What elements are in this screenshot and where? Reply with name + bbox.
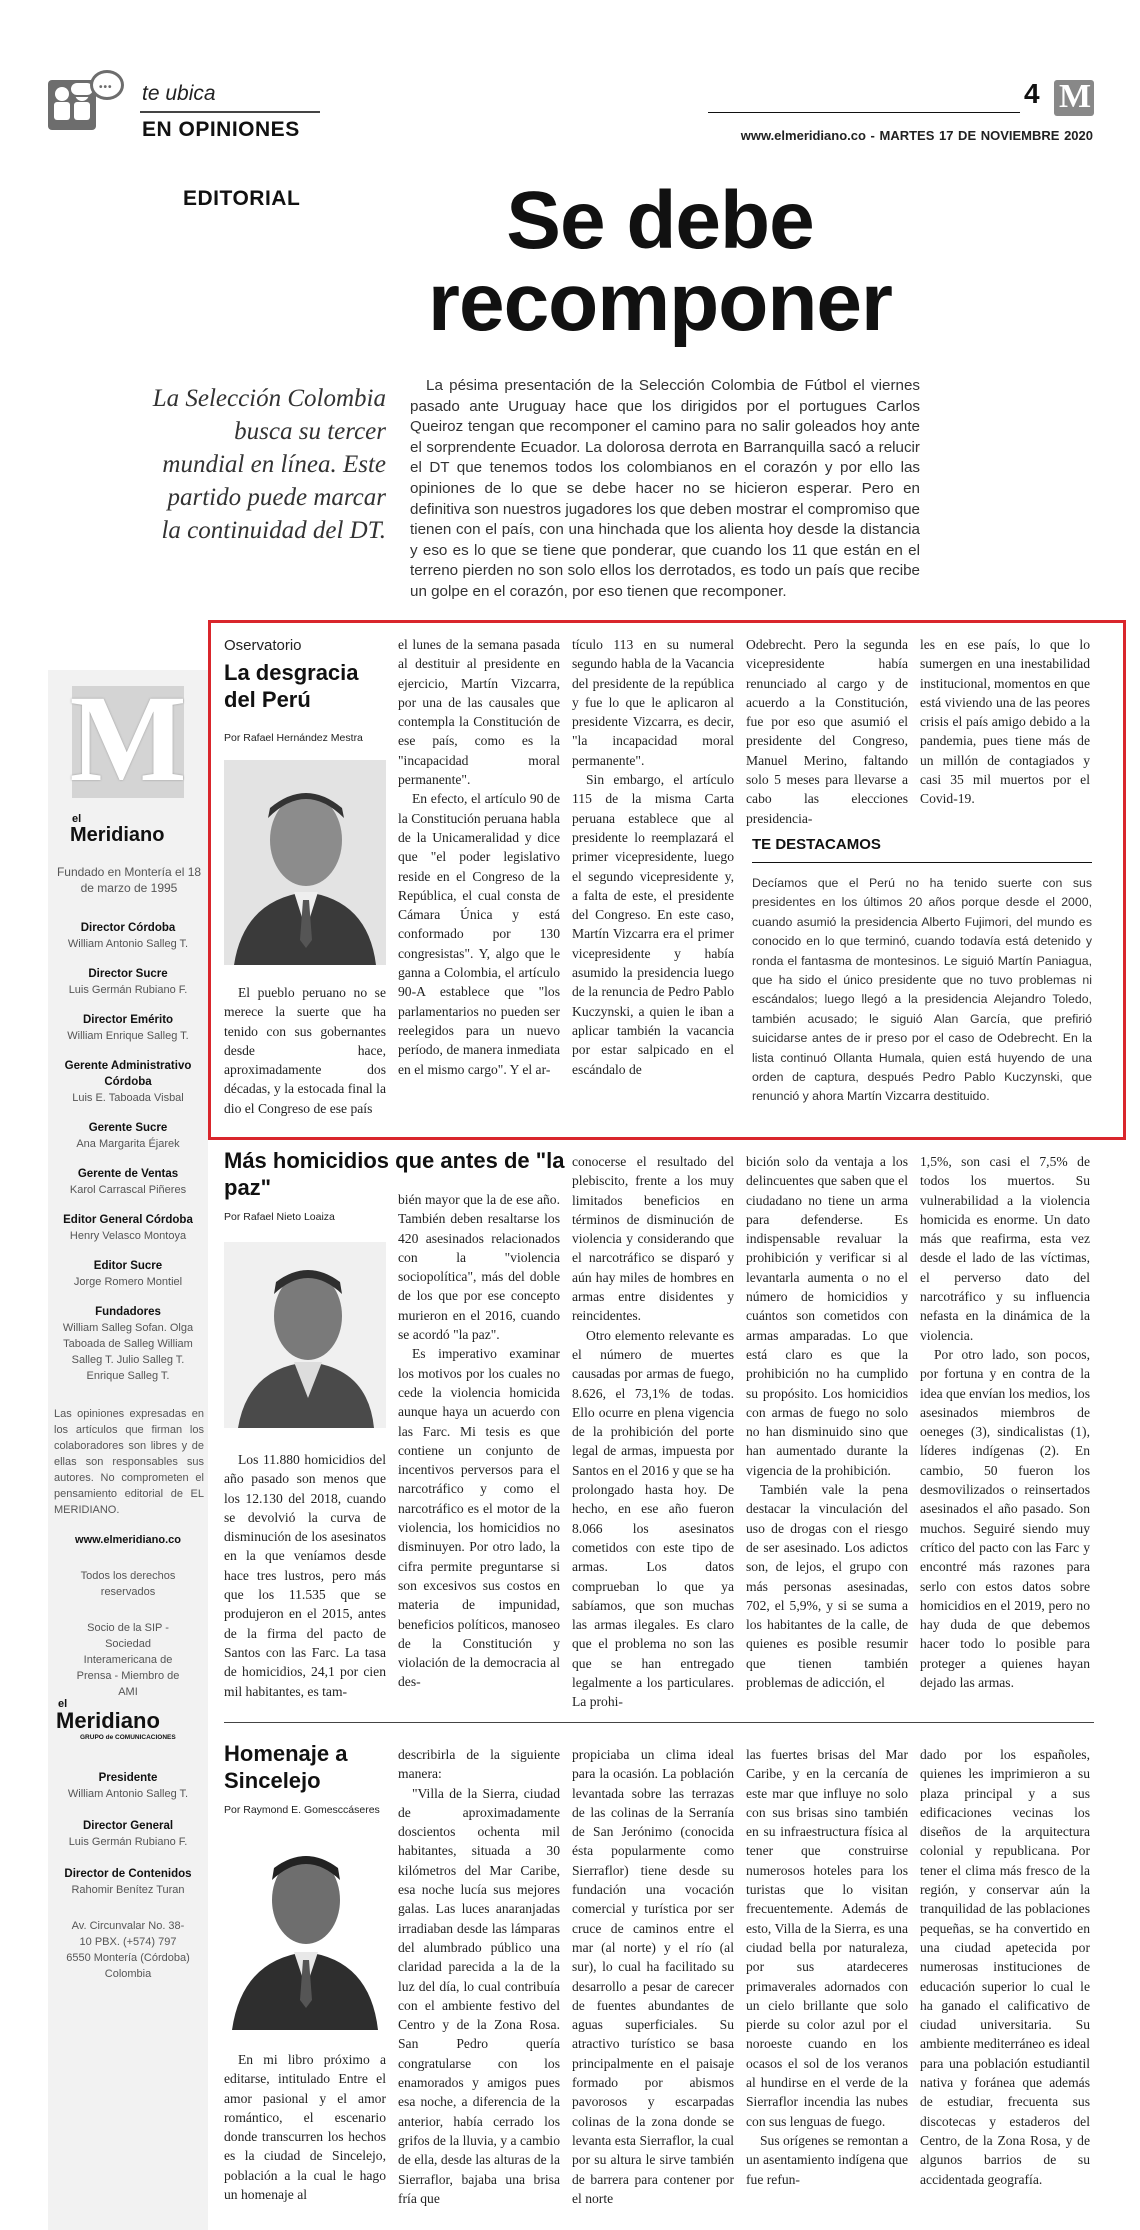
sidebar-group-logo-name: Meridiano [56,1708,160,1733]
sidebar-staff-4 [52,1120,204,1152]
site-and-date: www.elmeridiano.co - MARTES 17 DE NOVIEMBRE 2020 [740,128,1093,143]
sidebar-website[interactable]: www.elmeridiano.co [75,1534,181,1546]
sidebar-staff-7 [52,1258,204,1290]
sidebar-staff-name: Jorge Romero Montiel [73,1276,183,1288]
sidebar-group-staff-2 [52,1866,204,1898]
sidebar-logo: M [69,670,187,807]
sidebar-group-name: Rahomir Benítez Turan [71,1884,185,1896]
editorial-label: EDITORIAL [183,187,301,210]
paragraph: describirla de la siguiente manera: [398,1747,560,1782]
sidebar-disclaimer: Las opiniones expresadas en los artículos que firman los colaboradores son libres y de ellas son responsables sus autores. No comprometen el pensamiento editorial de EL MERIDIANO. [54,1408,204,1516]
sidebar-logo-name: Meridiano [70,824,165,846]
section-divider [224,1722,1094,1723]
editorial-title-line1: Se debe [506,175,814,266]
paragraph: Odebrecht. Pero la segunda vicepresidente había renunciado al cargo y de acuerdo a la Constitución, fue por eso que asumió el presidente del Congreso, Manuel Merino, faltando solo 5 meses para llevarse a cabo las elecciones presidencia- [746,637,908,826]
sidebar-group-role: Director de Contenidos [64,1868,192,1880]
sidebar-founders-names: William Salleg Sofan. Olga Taboada de Salleg William Salleg T. Julio Salleg T. Enrique Salleg T. [62,1322,194,1382]
sidebar-staff-role: Director Sucre [88,968,168,980]
sidebar-staff-name: Henry Velasco Montoya [69,1230,187,1242]
sidebar-group-name: William Antonio Salleg T. [67,1788,189,1800]
author-photo [224,760,386,965]
sidebar-staff-name: Karol Carrascal Piñeres [69,1184,187,1196]
sidebar-group-role: Presidente [98,1772,158,1784]
page-number: 4 [1024,78,1040,109]
homicidios-col3 [572,1152,734,1718]
sidebar-staff-5 [52,1166,204,1198]
sidebar-group-staff-0 [52,1770,204,1802]
homenaje-col4 [746,1745,908,2229]
editorial-pull-quote: La Selección Colombia busca su tercer mundial en línea. Este partido puede marcar la continuidad del DT. [152,385,386,544]
sidebar-staff-role: Editor Sucre [93,1260,163,1272]
editorial-body: La pésima presentación de la Selección Colombia de Fútbol el viernes pasado ante Uruguay hace que los dirigidos por el portugues Carlos Queiroz tengan que recomponer el camino para no salir goleados hoy ante el sorprendente Ecuador. La dolorosa derrota en Barranquilla sacó a relucir el DT que tenemos todos los colombianos en el corazón y por ello las opiniones de lo que se debe hacer no se hicieron esperar. Pero en definitiva son nuestros jugadores los que deben mostrar el compromiso que tienen con el país, con una hinchada que los alienta hoy desde la distancia y eso es lo que se tiene que ponderar, que cuando los 11 que están en el terreno pierden no son solo ellos los derrotados, es todo un país que recibe un golpe en el corazón, por eso tienen que recomponer. [410,377,920,600]
editorial-title [330,175,990,348]
observatorio-title: La desgracia del Perú [224,660,359,712]
homenaje-col5 [920,1745,1090,2229]
homenaje-byline: Por Raymond E. Gomesccáseres [224,1804,380,1816]
paragraph: el lunes de la semana pasada al destituir al presidente en ejercicio, Martín Vizcarra, por una de las causales que contempla la Constitución de ese país, como es la "incapacidad moral permanente". [398,637,560,788]
sidebar-staff-role: Director Emérito [82,1014,174,1026]
sidebar-staff-name: William Antonio Salleg T. [67,938,189,950]
observatorio-kicker: Oservatorio [224,637,302,654]
homicidios-col1 [224,1450,386,1718]
observatorio-col3 [572,635,734,1115]
observatorio-col4 [746,635,908,826]
paragraph: Los 11.880 homicidios del año pasado son menos que los 12.130 del 2018, cuando se devolvió la curva de disminución de los asesinatos en la que veníamos desde hace tres lustros, pero más que los 11.535 que se produjeron en el 2015, antes de la firma del pacto de Santos con las Farc. La tasa de homicidios, 24,1 por cien mil habitantes, es tam- [224,1452,386,1699]
sidebar-staff-name: William Enrique Salleg T. [67,1030,189,1042]
paragraph: Por otro lado, son pocos, por fortuna y en contra de la idea que envían los medios, los asesinados miembros de oeneges (3), sindicalistas (1), líderes indígenas (2). En cambio, 50 fueron los desmovilizados o reinsertados asesinados el año pasado. Son muchos. Seguiré siendo muy crítico del pacto con las Farc y encontré más razones para serlo con estos datos sobre homicidios en el 2019, pero no hay duda de que debemos hacer todo lo posible para proteger a quienes hayan dejado las armas. [920,1346,1090,1691]
paragraph: En efecto, el artículo 90 de la Constitución peruana habla de la Unicameralidad y dice que "el poder legislativo reside en el Congreso de la República, el cual consta de Cámara Única y está conformado por 130 congresistas". Y, algo que le ganna a Colombia, el artículo 90-A establece que "los parlamentarios no pueden ser reelegidos para un nuevo período, de manera inmediata en el mismo cargo". Y el ar- [398,791,560,1077]
sidebar-founders-role: Fundadores [95,1306,161,1318]
highlight-title: TE DESTACAMOS [752,836,881,853]
editorial-title-line2: recomponer [428,257,892,348]
sidebar-founders [62,1304,194,1384]
sidebar-staff-1 [52,966,204,998]
sidebar-founded: Fundado en Montería el 18 de marzo de 1995 [56,865,202,895]
section-kicker: te ubica [142,82,216,105]
paragraph: las fuertes brisas del Mar Caribe, y en la cercanía de este mar que influye no solo con sus brisas sino también en su infraestructura física al tener que construirse numerosos hoteles para los turistas que lo visitan frecuentemente. Además de esto, Villa de la Sierra, es una ciudad bella por naturaleza, por sus atardeceres primaverales adornados con un cielo brillante que solo pierde su color azul por el noroeste cuando en los ocasos el sol de los veranos al hundirse en el verde de la Sierraflor incendia las nubes con sus lenguas de fuego. [746,1747,908,2129]
paragraph: En mi libro próximo a editarse, intitulado Entre el amor pasional y el amor romántico, el escenario donde transcurren los hechos es la ciudad de Sincelejo, población a la cual le hago un homenaje al [224,2052,386,2203]
section-name: EN OPINIONES [142,118,300,141]
sidebar-group-logo-small: el [58,1698,68,1710]
sidebar-staff-name: Luis E. Taboada Visbal [72,1092,184,1104]
homenaje-col1 [224,2050,386,2229]
paragraph: "Villa de la Sierra, ciudad de aproximadamente doscientos ochenta mil habitantes, situada a 30 kilómetros del Mar Caribe, esa noche lucía sus mejores galas. Las luces anaranjadas irradiaban desde las lámparas del alumbrado público una claridad parecida a la de la luz del día, lo cual contribuía con el ambiente festivo del Centro y de la Zona Rosa. San Pedro quería congratularse con los enamorados y amigos pues esa noche, a diferencia de la anterior, había cerrado los grifos de la lluvia, y a cambio de ella, desde las alturas de la Sierraflor, bajaba una brisa fría que [398,1785,560,2206]
paragraph: Sin embargo, el artículo 115 de la misma Carta peruana establece que al presidente lo reemplazará el primer vicepresidente, luego el segundo vicepresidente y, a falta de este, el presidente del Congreso. En este caso, Martín Vizcarra era el primer vicepresidente y había asumido la presidencia luego de la renuncia de Pedro Pablo Kuczynski, a quien le iban a aplicar también la vacancia por estar salpicado en el escándalo de [572,772,734,1077]
sidebar-staff-6 [52,1212,204,1244]
sidebar-staff-role: Gerente Sucre [88,1122,168,1134]
paragraph: El pueblo peruano no se merece la suerte que ha tenido con sus gobernantes desde hace, aproximadamente dos décadas, y la estocada final la dio el Congreso de ese país [224,985,386,1116]
masthead-logo-letter: M [1059,78,1092,115]
sidebar-staff-role: Gerente Administrativo Córdoba [64,1060,192,1088]
sidebar-group-role: Director General [82,1820,174,1832]
sidebar-staff-2 [52,1012,204,1044]
sidebar-rights: Todos los derechos reservados [80,1570,176,1598]
paragraph: propiciaba un clima ideal para la ocasión. La población levantada sobre las terrazas de las colinas de la Serranía de San Jerónimo (conocida ésta popularmente como Sierraflor) tiene desde su fundación una vocación comercial y turística por ser cruce de caminos entre el mar (al norte) y el río (al sur), lo cual ha facilitado su desarrollo a pesar de carecer de fuentes abundantes de aguas superficiales. Su atractivo turístico se basa principalmente en el paisaje formado por abismos pavorosos y escarpadas colinas de la zona donde se levanta esta Sierraflor, la cual por su altura le sirve también de barrera para contener por el norte [572,1747,734,2206]
sidebar-group-name: Luis Germán Rubiano F. [68,1836,188,1848]
sidebar-group-logo-sub: GRUPO de COMUNICACIONES [80,1734,176,1741]
paragraph: 1,5%, son casi el 7,5% de todos los muertos. Su vulnerabilidad a la violencia homicida es enorme. Un dato más que reafirma, esta vez desde el lado de las víctimas, el perverso dato del narcotráfico y su influencia nefasta en la dinámica de la violencia. [920,1154,1090,1343]
paragraph: tículo 113 en su numeral segundo habla de la Vacancia del presidente de la república y fue lo que le aplicaron al presidente Vizcarra, es decir, "la incapacidad moral permanente". [572,637,734,768]
homicidios-col4 [746,1152,908,1718]
paragraph: Es imperativo examinar los motivos por los cuales no cede la violencia homicida aunque haya un acuerdo con las Farc. Mi tesis es que contiene un conjunto de incentivos perversos para el narcotráfico y como el narcotráfico es el motor de la violencia, los homicidios no disminuyen. Por otro lado, la cifra permite preguntarse si son excesivos sus costos en materia de impunidad, beneficios políticos, manoseo de la Constitución y violación de la democracia al des- [398,1346,560,1690]
paragraph: dado por los españoles, quienes les imprimieron a su plaza principal y a sus edificaciones vecinas los diseños de la arquitectura colonial y republicana. Por tener el clima más fresco de la región, y conservar aún la tranquilidad de las poblaciones pequeñas, se ha convertido en una ciudad apetecida por numerosas instituciones de educación superior lo cual le ha ganado el calificativo de ciudad universitaria. Su ambiente mediterráneo es ideal para una población estudiantil nativa y foránea que además de estudiar, frecuenta sus discotecas y estaderos del Centro, de la Zona Rosa, y de algunos barrios de su accidentada geografía. [920,1747,1090,2187]
author-photo [224,1830,386,2030]
homicidios-col5 [920,1152,1090,1718]
sidebar-staff-name: Luis Germán Rubiano F. [68,984,188,996]
observatorio-col5 [920,635,1090,815]
sidebar [48,670,208,2230]
sidebar-staff-3 [52,1058,204,1106]
masthead-logo [1054,80,1094,116]
paragraph: conocerse el resultado del plebiscito, frente a los muy limitados beneficios en términos de disminución de violencia y considerando que el narcotráfico se disparó y aún hay miles de hombres en armas entre disidentes y reincidentes. [572,1154,734,1324]
homicidios-title: Más homicidios que antes de "la paz" [224,1148,565,1200]
sidebar-staff-role: Director Córdoba [80,922,176,934]
observatorio-col1 [224,983,386,1116]
sidebar-address: Av. Circunvalar No. 38-10 PBX. (+574) 797 6550 Montería (Córdoba) Colombia [66,1920,190,1980]
observatorio-col2 [398,635,560,1115]
section-icon [48,80,96,130]
sidebar-staff-role: Editor General Córdoba [63,1214,193,1226]
sidebar-staff-0 [52,920,204,952]
sidebar-sip: Socio de la SIP - Sociedad Interamericana de Prensa - Miembro de AMI [76,1622,180,1698]
paragraph: Sus orígenes se remontan a un asentamiento indígena que fue refun- [746,2132,908,2187]
highlight-body: Decíamos que el Perú no ha tenido suerte con sus presidentes en los últimos 20 años porque desde el 2000, cuando asumió la presidencia Alberto Fujimori, del mundo es conocido en lo que terminó, cuando todavía está detenido y ronda el fantasma de montesinos. Le siguió Martín Paniagua, que ha sido el único presidente que no tuvo problemas ni escándalos; luego llegó a la presidencia Alejandro Toledo, también acusado; le siguió Alan García, que prefirió suicidarse antes de ir preso por el caso de Odebrecht. En la lista continuó Ollanta Humala, quien está huyendo de una orden de captura, después Pedro Pablo Kuczynski, que renunció y ahora Martín Vizcarra destituido. [752,876,1092,1104]
sidebar-group-staff-1 [52,1818,204,1850]
sidebar-logo-small: el [72,813,82,825]
paragraph: les en ese país, lo que lo sumergen en una inestabilidad institucional, momentos en que está viviendo una de las peores crisis el país amigo debido a la pandemia, pues tiene más de un millón de contagiados y casi 35 mil muertos por el Covid-19. [920,637,1090,807]
paragraph: bién mayor que la de ese año. También deben resaltarse los 420 asesinados relacionados con la "violencia sociopolítica", más del doble de los que por ese concepto murieron en el 2016, cuando se acordó "la paz". [398,1192,560,1343]
homenaje-col3 [572,1745,734,2229]
homicidios-byline: Por Rafael Nieto Loaiza [224,1211,335,1223]
paragraph: bición solo da ventaja a los delincuentes que saben que el ciudadano no tiene un arma para defenderse. Es indispensable revaluar la prohibición y verificar si al levantarla aumenta o no el número de homicidios y cuántos son cometidos con armas amparadas. Lo que está claro es que la prohibición no ha cumplido su propósito. Los homicidios con armas de fuego no solo no han disminuido sino que han aumentado durante la vigencia de la prohibición. [746,1154,908,1478]
author-photo [224,1242,386,1428]
observatorio-byline: Por Rafael Hernández Mestra [224,732,363,744]
homenaje-title: Homenaje a Sincelejo [224,1741,348,1793]
paragraph: También vale la pena destacar la vinculación del uso de drogas con el riesgo de ser asesinado. Los adictos son, de lejos, el grupo con más personas asesinadas, 702, el 5,9%, y si se suma a los habitantes de la calle, de quienes es posible resumir que tienen también problemas de adicción, el [746,1482,908,1691]
speech-bubble-icon: ••• [90,70,124,100]
homenaje-col2 [398,1745,560,2229]
paragraph: Otro elemento relevante es el número de muertes causadas por armas de fuego, 8.626, el 73,1% de todas. Ello ocurre en plena vigencia de la prohibición del porte legal de armas, impuesta por Santos en el 2016 y que se ha prolongado hasta hoy. De hecho, en ese año fueron 8.066 los asesinatos cometidos con este tipo de armas. Los datos comprueban lo que ya sabíamos, que son muchas las armas ilegales. Es claro que el problema no son las que se han entregado legalmente a los particulares. La prohi- [572,1327,734,1710]
sidebar-staff-name: Ana Margarita Éjarek [76,1138,180,1150]
homicidios-col2 [398,1190,560,1718]
sidebar-staff-role: Gerente de Ventas [77,1168,179,1180]
